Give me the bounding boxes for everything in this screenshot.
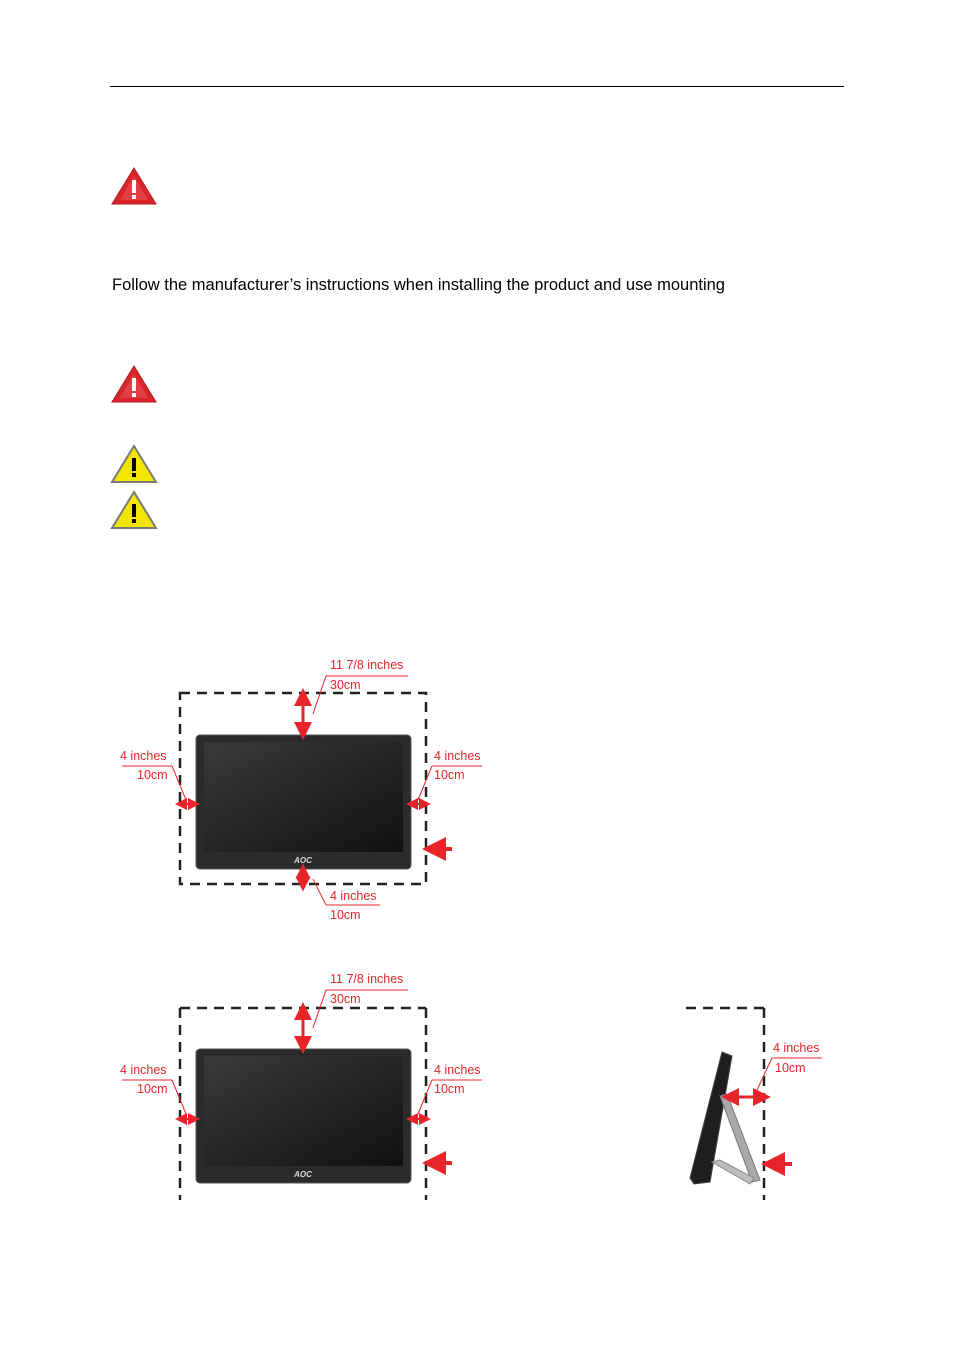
- bottom-clearance-inches: 4 inches: [330, 889, 377, 903]
- top-clearance-inches: 11 7/8 inches: [330, 972, 404, 986]
- installation-instruction: Follow the manufacturer’s instructions when installing the product and use mounting: [112, 276, 725, 294]
- rear-clearance-inches: 4 inches: [773, 1041, 820, 1055]
- monitor-screen: [204, 742, 403, 852]
- bottom-clearance-cm: 10cm: [330, 908, 361, 922]
- left-clearance-inches: 4 inches: [120, 749, 167, 763]
- top-clearance-cm: 30cm: [330, 678, 361, 692]
- diagram-wall-mount-top: [120, 658, 482, 922]
- top-clearance-cm: 30cm: [330, 992, 361, 1006]
- left-clearance-inches: 4 inches: [120, 1063, 167, 1077]
- rear-clearance-cm: 10cm: [775, 1061, 806, 1075]
- monitor-logo: AOC: [294, 1170, 312, 1179]
- diagram-stand-front: [120, 972, 482, 1200]
- right-clearance-inches: 4 inches: [434, 749, 481, 763]
- right-clearance-cm: 10cm: [434, 1082, 465, 1096]
- diagram-stand-side: [686, 1008, 822, 1200]
- monitor-screen: [204, 1056, 403, 1166]
- monitor-logo: AOC: [294, 856, 312, 865]
- right-clearance-cm: 10cm: [434, 768, 465, 782]
- top-clearance-inches: 11 7/8 inches: [330, 658, 404, 672]
- left-clearance-cm: 10cm: [137, 768, 168, 782]
- left-clearance-cm: 10cm: [137, 1082, 168, 1096]
- right-clearance-inches: 4 inches: [434, 1063, 481, 1077]
